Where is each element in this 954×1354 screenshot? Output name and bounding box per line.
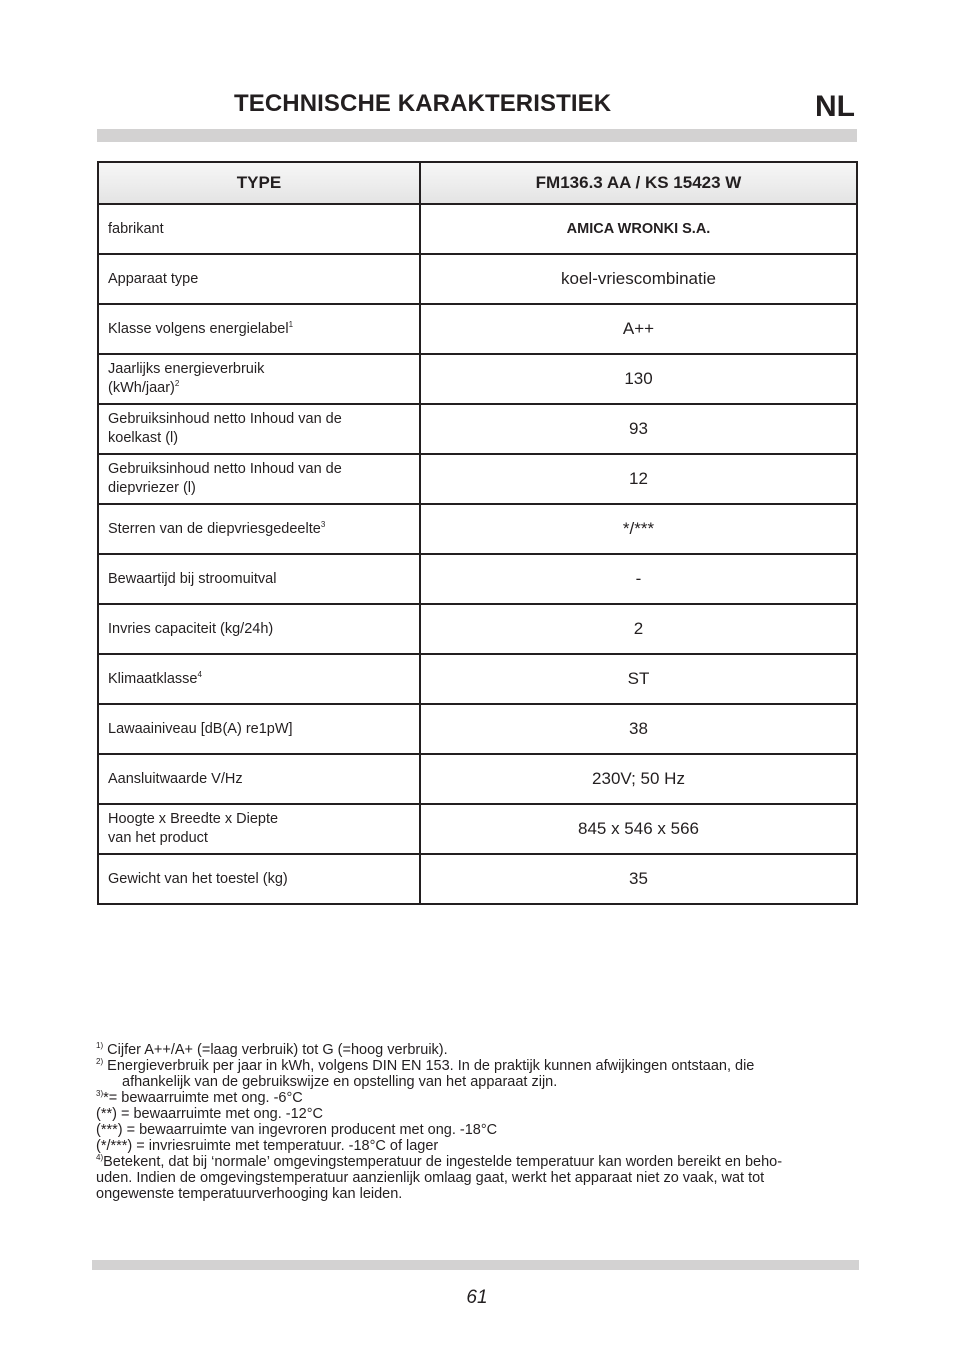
- table-row: [98, 604, 857, 654]
- row-label: fabrikant: [98, 204, 420, 254]
- row-label: Invries capaciteit (kg/24h): [98, 604, 420, 654]
- row-label: Lawaainiveau [dB(A) re1pW]: [98, 704, 420, 754]
- row-label: Sterren van de diepvriesgedeelte$^3$: [98, 504, 420, 554]
- footnote-3: $^{3)}$*= bewaarruimte met ong. -6°C: [96, 1089, 303, 1106]
- footnote-4-line-3: ongewenste temperatuurverhooging kan leiden.: [96, 1186, 403, 1202]
- row-label: Gewicht van het toestel (kg): [98, 854, 420, 904]
- header-model: FM136.3 AA / KS 15423 W: [420, 162, 857, 204]
- spec-table: [97, 161, 858, 905]
- row-label: Bewaartijd bij stroomuitval: [98, 554, 420, 604]
- language-code: NL: [815, 90, 855, 123]
- footnote-2: $^{2)}$ Energieverbruik per jaar in kWh, volgens DIN EN 153. In de praktijk kunnen afwijkingen ontstaan, die: [96, 1057, 755, 1074]
- row-label: Klasse volgens energielabel$^1$: [98, 304, 420, 354]
- row-value: 845 x 546 x 566: [420, 804, 857, 854]
- row-label: Hoogte x Breedte x Diepte van het product: [98, 804, 420, 854]
- footer-divider: [92, 1260, 859, 1270]
- header-divider: [97, 129, 857, 142]
- row-value: 35: [420, 854, 857, 904]
- table-row: [98, 254, 857, 304]
- footnote-3-double-star: (**) = bewaarruimte met ong. -12°C: [96, 1106, 324, 1122]
- row-value: koel-vriescombinatie: [420, 254, 857, 304]
- row-label: Gebruiksinhoud netto Inhoud van de diepvriezer (l): [98, 454, 420, 504]
- header-type: TYPE: [98, 162, 420, 204]
- footnote-2-continued: afhankelijk van de gebruikswijze en opstelling van het apparaat zijn.: [122, 1074, 558, 1090]
- table-row: [98, 704, 857, 754]
- table-row: [98, 654, 857, 704]
- row-value: AMICA WRONKI S.A.: [420, 204, 857, 254]
- row-label: Aansluitwaarde V/Hz: [98, 754, 420, 804]
- row-value: 38: [420, 704, 857, 754]
- footnote-1: $^{1)}$ Cijfer A++/A+ (=laag verbruik) tot G (=hoog verbruik).: [96, 1041, 448, 1058]
- row-value: 12: [420, 454, 857, 504]
- row-value: ST: [420, 654, 857, 704]
- table-row: [98, 204, 857, 254]
- row-label: Apparaat type: [98, 254, 420, 304]
- row-value: 230V; 50 Hz: [420, 754, 857, 804]
- table-row: [98, 754, 857, 804]
- row-value: 2: [420, 604, 857, 654]
- table-header-row: [98, 162, 857, 204]
- table-row: [98, 504, 857, 554]
- table-row: [98, 854, 857, 904]
- table-row: [98, 404, 857, 454]
- table-row: [98, 804, 857, 854]
- row-value: */***: [420, 504, 857, 554]
- page-number: 61: [466, 1287, 488, 1308]
- row-value: 130: [420, 354, 857, 404]
- table-row: [98, 354, 857, 404]
- row-value: 93: [420, 404, 857, 454]
- row-label: Jaarlijks energieverbruik (kWh/jaar)$^2$: [98, 354, 420, 404]
- table-row: [98, 554, 857, 604]
- footnotes: [96, 1042, 860, 1202]
- row-value: -: [420, 554, 857, 604]
- page-title: TECHNISCHE KARAKTERISTIEK: [234, 90, 612, 117]
- footnote-4: $^{4)}$Betekent, dat bij ‘normale’ omgevingstemperatuur de ingestelde temperatuur kan worden bereikt en beho-: [96, 1153, 783, 1170]
- row-label: Klimaatklasse$^4$: [98, 654, 420, 704]
- table-row: [98, 304, 857, 354]
- table-row: [98, 454, 857, 504]
- footnote-3-triple-star: (***) = bewaarruimte van ingevroren producent met ong. -18°C: [96, 1122, 498, 1138]
- footnote-3-freezer: (*/***) = invriesruimte met temperatuur. -18°C of lager: [96, 1138, 439, 1154]
- footnote-4-line-2: uden. Indien de omgevingstemperatuur aanzienlijk omlaag gaat, werkt het apparaat niet zo vaak, wat tot: [96, 1170, 765, 1186]
- row-label: Gebruiksinhoud netto Inhoud van de koelkast (l): [98, 404, 420, 454]
- row-value: A++: [420, 304, 857, 354]
